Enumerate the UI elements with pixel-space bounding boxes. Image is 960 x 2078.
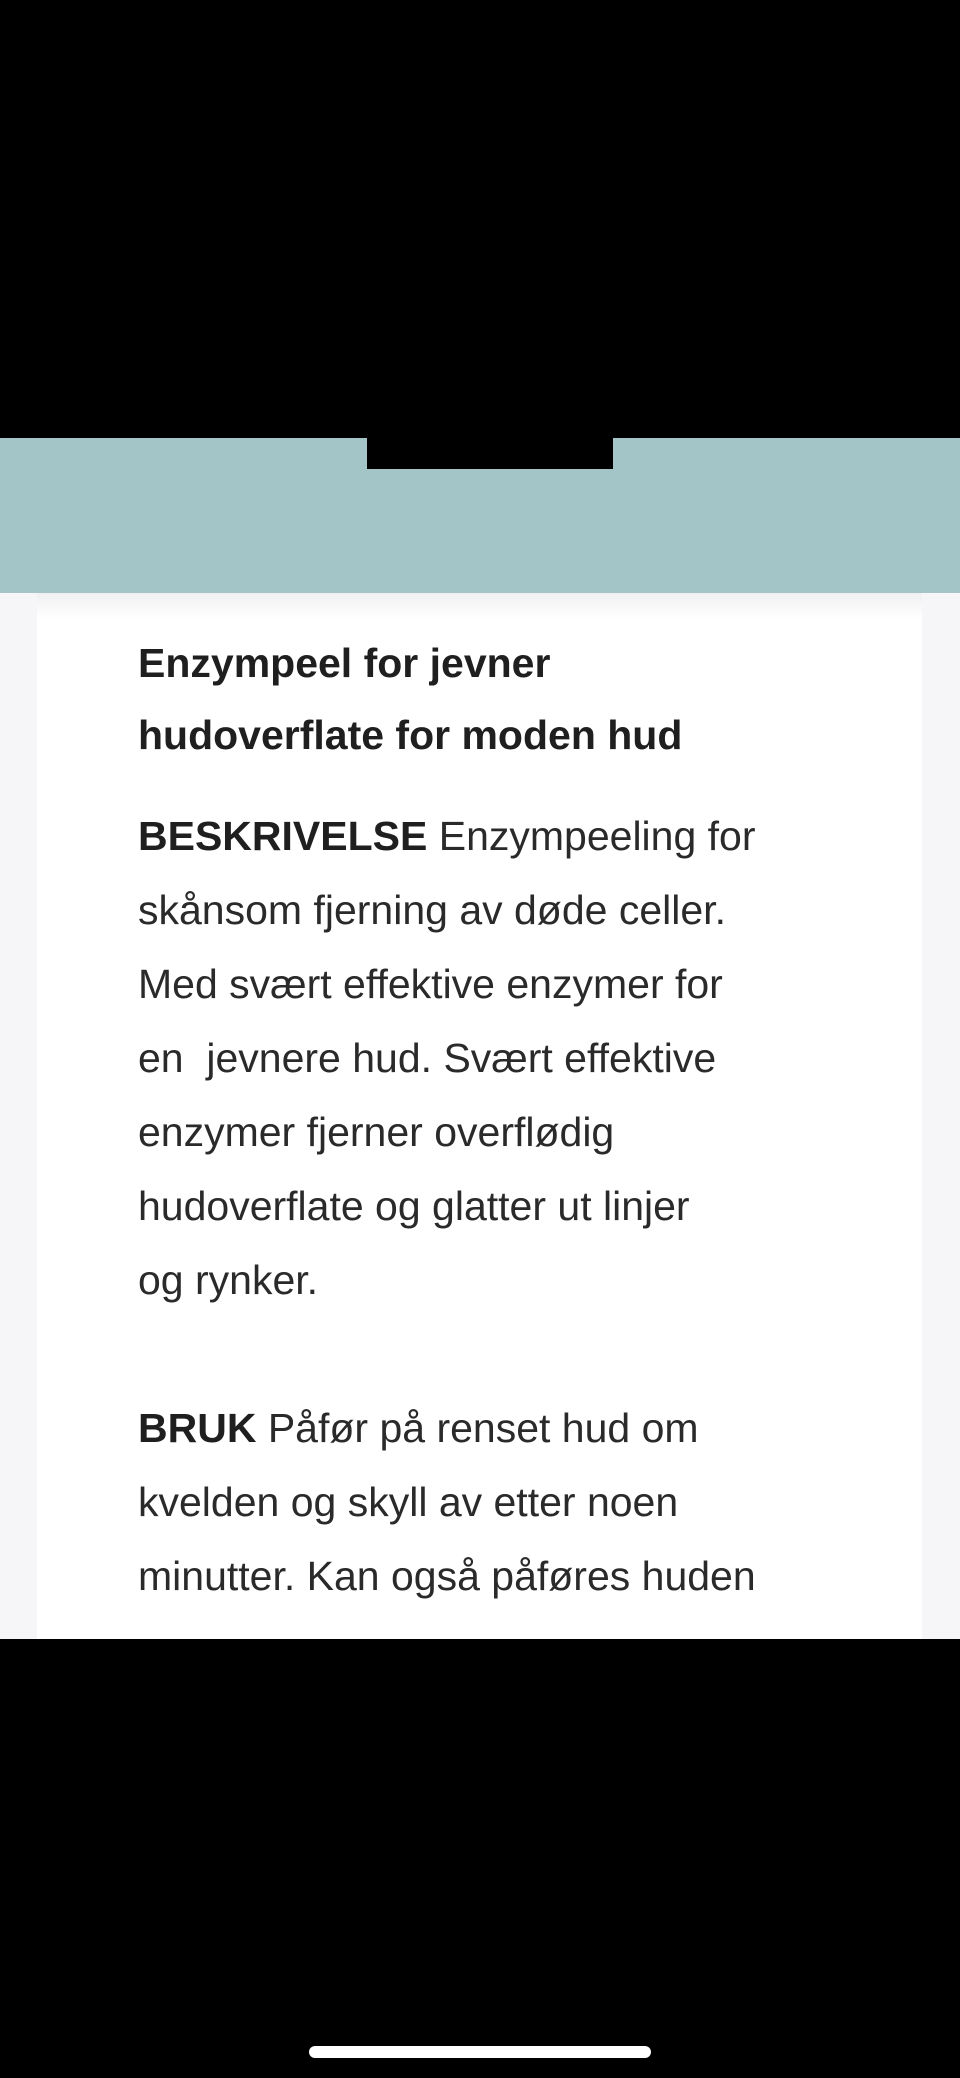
paragraph-spacer xyxy=(138,1317,878,1391)
usage-line: kvelden og skyll av etter noen xyxy=(138,1479,679,1525)
product-title xyxy=(138,627,878,771)
usage-label: BRUK xyxy=(138,1405,257,1451)
product-description xyxy=(138,799,878,1613)
description-text: Enzympeeling for xyxy=(427,813,756,859)
product-info-card xyxy=(37,593,922,1639)
description-label: BESKRIVELSE xyxy=(138,813,428,859)
app-screen xyxy=(0,438,960,1639)
description-line: Med svært effektive enzymer for xyxy=(138,961,723,1007)
usage-line: minutter. Kan også påføres huden xyxy=(138,1553,756,1599)
redacted-block xyxy=(367,438,613,469)
description-line: skånsom fjerning av døde celler. xyxy=(138,887,726,933)
description-line xyxy=(138,799,878,873)
usage-text: Påfør på renset hud om xyxy=(256,1405,699,1451)
home-indicator[interactable] xyxy=(309,2046,651,2058)
description-line: og rynker. xyxy=(138,1257,319,1303)
description-line: hudoverflate og glatter ut linjer xyxy=(138,1183,690,1229)
description-line: enzymer fjerner overflødig xyxy=(138,1109,615,1155)
top-letterbox xyxy=(0,0,960,438)
product-title-line: hudoverflate for moden hud xyxy=(138,712,683,758)
usage-line xyxy=(138,1391,878,1465)
description-line: en jevnere hud. Svært effektive xyxy=(138,1035,717,1081)
bottom-letterbox xyxy=(0,1639,960,2078)
product-title-line: Enzympeel for jevner xyxy=(138,640,551,686)
